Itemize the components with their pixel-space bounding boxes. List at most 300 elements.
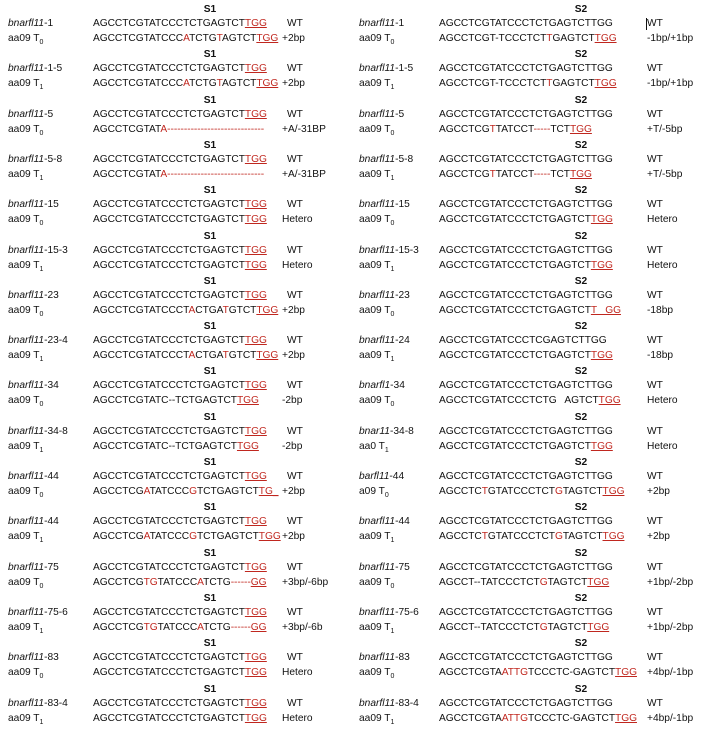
generation-index: 0 [39,492,44,500]
wild-type-label: WT [647,606,663,618]
generation-prefix: aa09 T [359,350,391,362]
generation-index: 0 [39,129,44,137]
gene-name: bnarfl11 [359,289,396,301]
wt-seq-main: AGCCTCGTATCCCTCTGAGTCT [93,18,245,29]
wt-seq-main: AGCCTCGTATCCCTCTGAGTCTTGG [439,289,613,301]
wt-seq-main: AGCCTCGTATCCCTCTGAGTCTTGG [439,471,613,482]
wild-type-label: WT [287,244,303,256]
wt-sequence [439,63,613,75]
mutation-result: -1bp/+1bp [647,78,694,90]
pam-site: TGG [244,471,267,482]
mutant-seq-segment: AGCCTCG [439,168,490,180]
wt-seq-main: AGCCTCGTATCCCTCTGAGTCTTGG [439,244,613,256]
line-id: -44 [389,471,405,482]
generation-prefix: aa09 T [359,259,391,271]
sample-name [8,18,53,30]
mutation-result: +2bp [282,531,305,543]
generation-label [8,260,43,276]
s1-header: S1 [203,411,217,423]
mutant-seq-segment: A [197,576,204,588]
mutant-sequence [439,350,613,362]
generation-prefix: aa0 T [359,440,385,452]
wild-type-label: WT [647,561,663,573]
mutant-sequence [93,305,278,317]
sample-name [359,516,410,528]
line-id: -34-8 [389,425,414,437]
line-id: -83-4 [395,697,419,709]
mutant-seq-segment: TCTGAGTCT [196,486,259,497]
mutant-seq-segment: TCTG [203,621,231,633]
s2-header: S2 [574,547,588,559]
wt-seq-main: AGCCTCGTATCCCTCTGAGTCT [93,606,245,618]
mutant-seq-segment: ------ [230,576,251,588]
generation-prefix: aa09 T [359,33,391,44]
gene-name: bnarfl11 [359,697,396,709]
s1-header: S1 [203,139,217,151]
mutant-sequence [93,395,259,407]
mutant-seq-segment: ----- [533,168,551,180]
mutation-result: +1bp/-2bp [647,621,694,633]
gene-name: bnarfl11 [8,516,45,528]
mutant-seq-segment: AGCCTCGTATCCCTCTGAGTCT [93,667,245,679]
mutant-seq-segment: ------ [230,621,251,633]
sample-name [359,199,410,211]
mutation-result: +T/-5bp [647,168,683,180]
sample-name [359,471,404,483]
wild-type-label: WT [647,199,663,211]
line-id: -83-4 [44,697,68,709]
mutant-seq-segment: TGG [602,486,625,497]
generation-index: 1 [39,356,44,364]
generation-prefix: aa09 T [359,304,391,316]
mutant-sequence [439,531,624,543]
mutant-sequence [93,350,278,362]
generation-label [8,214,43,230]
mutant-seq-segment: TGG [244,712,267,724]
sample-name [8,154,62,166]
mutant-seq-segment: AGTCT [222,78,257,90]
wt-seq-main: AGCCTCGTATCCCTCTGAGTCT [93,471,245,482]
s2-header: S2 [574,230,588,242]
mutation-result: Hetero [647,395,678,407]
mutant-seq-segment: AGCCTC [439,486,482,497]
wild-type-label: WT [287,425,303,437]
mutant-seq-segment: G [554,486,563,497]
gene-name: bnarfl11 [8,63,45,75]
mutant-sequence [93,622,267,634]
wt-sequence [93,652,267,664]
generation-prefix: aa09 T [8,440,40,452]
gene-name: bnarfl11 [8,18,45,29]
mutant-seq-segment: TGG [236,395,259,407]
gene-name: bnarfl11 [359,244,396,256]
wt-sequence [93,426,267,438]
generation-prefix: aa09 T [359,395,391,407]
generation-label [8,124,43,140]
pam-site: TGG [244,244,267,256]
generation-label [359,169,394,185]
sample-name [359,63,413,75]
sample-name [8,290,59,302]
mutant-seq-segment: TGG [256,33,279,44]
mutation-result: +A/-31BP [282,123,326,135]
s2-header: S2 [574,457,588,468]
mutant-seq-segment: TCTG [203,576,231,588]
mutant-seq-segment: AGCCTCGT-TCCCTCT [439,78,547,90]
mutant-sequence [439,395,621,407]
sample-name [8,335,68,347]
s1-header: S1 [203,321,217,333]
mutant-seq-segment: GAGTCT [552,78,595,90]
generation-label [359,260,394,276]
sample-name [8,652,59,664]
mutant-seq-segment: TCTG [189,78,217,90]
generation-prefix: aa09 T [8,712,40,724]
mutant-seq-segment: AGCCTCGTAT [93,168,161,180]
mutant-sequence [93,214,267,226]
wt-sequence [439,18,613,30]
generation-index: 0 [39,673,44,681]
generation-label [8,441,43,457]
gene-name: bnarfl11 [8,471,45,482]
line-id: -34 [44,380,59,392]
wt-seq-main: AGCCTCGTATCCCTCTGAGTCTTGG [439,697,613,709]
gene-name: bnarfl11 [8,199,45,211]
mutant-seq-segment: AGCCTCGTATCCCTCTGAGTCT [93,712,245,724]
pam-site: TGG [244,561,267,573]
generation-index: 0 [390,582,395,590]
generation-index: 1 [390,537,395,545]
mutant-sequence [93,531,281,543]
mutant-seq-segment: AGCCTCGTATCCCTCTGAGTCT [93,214,245,226]
wild-type-label: WT [647,108,663,120]
s1-header: S1 [203,683,217,695]
generation-index: 1 [39,627,44,635]
wt-sequence [93,380,267,392]
generation-prefix: aa09 T [359,576,391,588]
mutant-seq-segment: TATCCT [495,123,534,135]
line-id: -24 [395,335,410,347]
generation-index: 0 [384,492,389,500]
generation-label [359,622,394,638]
mutant-seq-segment: T [489,168,496,180]
generation-label [359,441,389,457]
mutant-seq-segment: T [546,33,553,44]
mutation-result: -1bp/+1bp [647,33,694,44]
generation-prefix: aa09 T [8,33,40,44]
wt-sequence [439,380,613,392]
mutation-result: -18bp [647,304,674,316]
sample-name [8,380,59,392]
mutation-result: Hetero [647,214,678,226]
mutation-result: +2bp [282,350,305,362]
gene-name: bnarfl11 [8,108,45,120]
mutant-sequence [439,305,621,317]
wild-type-label: WT [647,153,663,165]
mutation-result: -2bp [282,395,303,407]
wt-sequence [93,245,267,257]
mutant-seq-segment: TCT [550,168,570,180]
sample-name [359,380,405,392]
mutant-seq-segment: AGCCTCGTATCCC [93,33,184,44]
mutant-seq-segment: T [222,304,229,316]
mutation-result: Hetero [647,440,678,452]
mutant-seq-segment: GTCT [228,350,257,362]
mutation-result: +2bp [282,304,305,316]
wt-sequence [93,199,267,211]
generation-index: 0 [39,39,44,47]
wt-seq-main: AGCCTCGTATCCCTCTGAGTCT [93,652,245,664]
generation-index: 1 [39,84,44,92]
mutant-sequence [439,622,609,634]
generation-prefix: aa09 T [8,621,40,633]
generation-index: 1 [390,718,395,726]
mutant-seq-segment: TGG [569,168,592,180]
wt-seq-main: AGCCTCGTATCCCTCTGAGTCT [93,425,245,437]
mutant-sequence [439,260,613,272]
s2-header: S2 [574,411,588,423]
generation-label [359,395,394,411]
wild-type-label: WT [647,697,663,709]
wt-sequence [439,290,613,302]
wild-type-label: WT [287,289,303,301]
mutant-sequence [439,124,592,136]
s2-header: S2 [574,683,588,695]
line-id: -34 [390,380,405,392]
generation-index: 1 [390,627,395,635]
sample-name [8,562,59,574]
line-id: -1 [395,18,405,29]
line-id: -5-8 [44,153,63,165]
generation-label [359,350,394,366]
mutant-seq-segment: T GG [590,304,621,316]
text-cursor [646,18,647,30]
line-id: -83 [395,652,410,664]
line-id: -1 [44,18,54,29]
generation-label [359,78,394,94]
gene-name: bnarfl11 [359,606,396,618]
s1-header: S1 [203,457,217,468]
mutant-seq-segment: AGCCTCGTATCCCTCTGAGTCT [439,259,591,271]
generation-index: 0 [390,220,395,228]
mutant-seq-segment: T [481,531,488,543]
mutant-sequence [439,713,637,725]
wild-type-label: WT [647,516,663,528]
mutant-seq-segment: TG_ [258,486,279,497]
generation-prefix: aa09 T [8,667,40,679]
generation-prefix: aa09 T [8,576,40,588]
wt-sequence [439,154,613,166]
mutant-seq-segment: A----------------------------- [160,168,265,180]
mutant-sequence [93,124,264,136]
mutant-seq-segment: AGCCTC [439,531,482,543]
gene-name: bnarfl11 [8,652,45,664]
wt-sequence [93,154,267,166]
mutation-result: Hetero [647,259,678,271]
mutation-result: +3bp/-6bp [282,576,329,588]
mutant-sequence [439,441,613,453]
wild-type-label: WT [287,652,303,664]
mutant-seq-segment: T [216,78,223,90]
line-id: -23 [44,289,59,301]
generation-prefix: aa09 T [8,168,40,180]
generation-prefix: aa09 T [359,531,391,543]
wt-sequence [93,290,267,302]
mutant-seq-segment: TGG [590,214,613,226]
generation-index: 0 [39,310,44,318]
generation-prefix: aa09 T [359,214,391,226]
generation-label [8,667,43,683]
s2-header: S2 [574,139,588,151]
mutant-seq-segment: G [189,486,197,497]
generation-index: 0 [39,220,44,228]
wt-sequence [439,698,613,710]
generation-prefix: aa09 T [8,259,40,271]
wild-type-label: WT [287,516,303,528]
wild-type-label: WT [287,561,303,573]
mutant-sequence [93,713,267,725]
generation-prefix: aa09 T [359,78,391,90]
mutant-seq-segment: AGCCTCGTATCCCTCTGAGTCT [439,214,591,226]
wild-type-label: WT [287,471,303,482]
mutant-seq-segment: A [183,78,190,90]
line-id: -15 [395,199,410,211]
wild-type-label: WT [287,697,303,709]
generation-prefix: aa09 T [8,78,40,90]
gene-name: bnarfl11 [8,697,45,709]
pam-site: TGG [244,289,267,301]
mutant-seq-segment: ----- [533,123,551,135]
mutant-seq-segment: TAGTCT [562,486,603,497]
generation-label [8,350,43,366]
pam-site: TGG [244,335,267,347]
generation-label [359,667,394,683]
wt-seq-main: AGCCTCGTATCCCTCTGAGTCTTGG [439,63,613,75]
line-id: -15-3 [44,244,68,256]
mutant-seq-segment: CTGA [195,304,223,316]
wt-seq-main: AGCCTCGTATCCCTCTGAGTCT [93,289,245,301]
wild-type-label: WT [287,108,303,120]
sample-name [8,426,68,438]
mutant-seq-segment: TGG [587,576,610,588]
wt-seq-main: AGCCTCGTATCCCTCTGAGTCTTGG [439,561,613,573]
mutant-seq-segment: T [481,486,488,497]
wt-seq-main: AGCCTCGTATCCCTCTGAGTCTTGG [439,606,613,618]
mutant-seq-segment: G [539,621,548,633]
line-id: -34-8 [44,425,68,437]
sample-name [359,607,419,619]
pam-site: TGG [244,108,267,120]
generation-index: 1 [39,174,44,182]
mutation-result: +4bp/-1bp [647,712,694,724]
mutant-sequence [93,78,278,90]
mutant-seq-segment: AGCCTCGTATCCCT [93,350,189,362]
mutant-seq-segment: TGG [598,395,621,407]
sample-name [359,290,410,302]
mutant-seq-segment: GTATCCCTCT [487,531,555,543]
mutant-seq-segment: GAGTCT [552,33,595,44]
s2-header: S2 [574,4,588,15]
wt-sequence [439,516,613,528]
s1-header: S1 [203,502,217,514]
mutant-sequence [439,214,613,226]
mutation-result: +3bp/-6b [282,621,323,633]
mutant-seq-segment: TGG [244,259,267,271]
gene-name: bnarfl11 [359,153,396,165]
mutation-result: -18bp [647,350,674,362]
gene-name: bnarfl11 [8,153,45,165]
wt-sequence [93,516,267,528]
mutation-result: +4bp/-1bp [647,667,694,679]
mutant-seq-segment: AGCCTCGTATCCCTCTGAGTCT [439,350,591,362]
pam-site: TGG [244,606,267,618]
wt-sequence [93,562,267,574]
sample-name [359,652,410,664]
mutation-result: +2bp [647,531,670,543]
mutant-seq-segment: TATCCC [149,531,190,543]
mutant-seq-segment: TGG [590,350,613,362]
wt-sequence [93,471,267,483]
gene-name: bnarfl11 [8,244,45,256]
mutant-seq-segment: TCTG [189,33,217,44]
pam-site: TGG [244,425,267,437]
wild-type-label: WT [647,63,663,75]
mutant-sequence [439,78,617,90]
wt-seq-main: AGCCTCGTATCCCTCTGAGTCT [93,108,245,120]
mutant-seq-segment: AGCCT--TATCCCTCT [439,621,540,633]
mutant-seq-segment: A [188,350,196,362]
sample-name [8,245,68,257]
line-id: -75-6 [44,606,68,618]
generation-label [8,169,43,185]
wild-type-label: WT [647,380,663,392]
generation-prefix: aa09 T [8,350,40,362]
wt-seq-main: AGCCTCGTATCCCTCTGAGTCTTGG [439,425,613,437]
gene-name: bnarfl11 [359,199,396,211]
gene-name: bnarfl11 [359,335,396,347]
gene-name: bnarfl11 [359,516,396,528]
wt-sequence [439,199,613,211]
gene-name: bnarfl11 [8,561,45,573]
line-id: -75-6 [395,606,419,618]
wild-type-label: WT [287,335,303,347]
mutation-result: +A/-31BP [282,168,326,180]
mutant-seq-segment: AGTCT [222,33,257,44]
mutant-seq-segment: AGCCTCGTATCCCTCTGAGTCT [439,440,591,452]
sample-name [359,245,419,257]
generation-index: 1 [384,446,389,454]
mutant-seq-segment: CTGA [195,350,223,362]
sample-name [359,18,404,30]
wt-seq-main: AGCCTCGTATCCCTCTGAGTCT [93,380,245,392]
mutant-seq-segment: TGG [615,667,637,679]
mutation-result: +2bp [647,486,670,497]
pam-site: TGG [244,516,267,528]
s1-header: S1 [203,4,217,15]
wt-sequence [439,562,613,574]
generation-prefix: aa09 T [359,667,391,679]
gene-name: barfl11 [359,471,390,482]
generation-label [359,214,394,230]
generation-label [359,124,394,140]
s1-header: S1 [203,547,217,559]
line-id: -75 [395,561,410,573]
generation-label [8,395,43,411]
mutant-seq-segment: TATCCC [149,486,190,497]
mutant-sequence [439,667,637,679]
s1-header: S1 [203,230,217,242]
wild-type-label: WT [647,289,663,301]
